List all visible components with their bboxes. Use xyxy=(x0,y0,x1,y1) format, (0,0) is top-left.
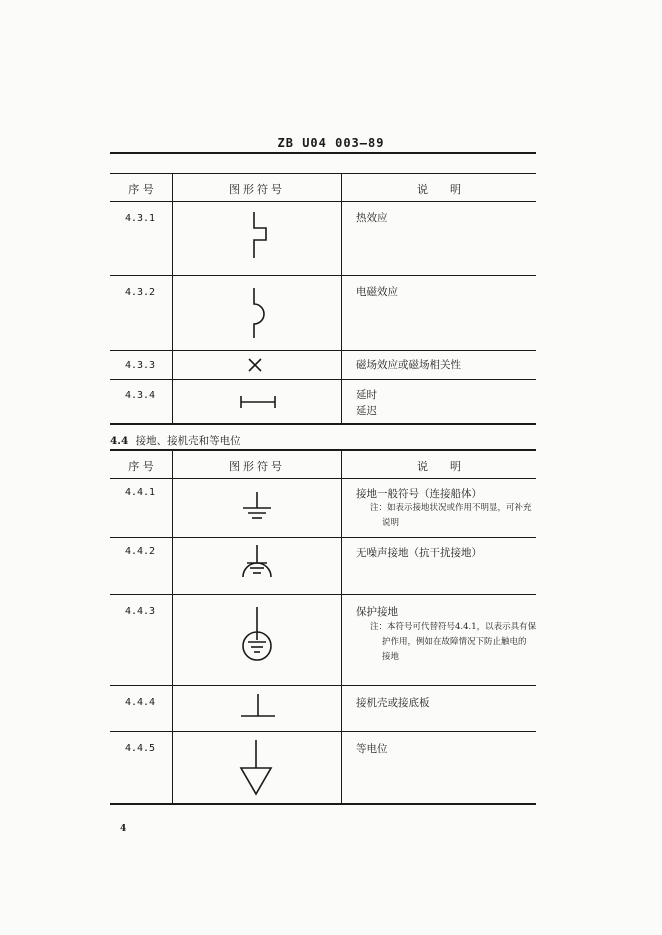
row-code: 4.3.2 xyxy=(124,287,156,298)
row-note: 注：本符号可代替符号4.4.1，以表示具有保 xyxy=(370,622,537,632)
table1-bottom-rule xyxy=(110,423,536,425)
table2-col-divider xyxy=(341,449,342,803)
col-header-seq: 序 号 xyxy=(128,183,154,196)
col-header-desc: 说 明 xyxy=(417,460,461,473)
table2-col-divider xyxy=(172,449,173,803)
protective-ground-icon xyxy=(236,605,278,663)
table2-rule xyxy=(110,537,536,538)
section-heading xyxy=(110,433,241,448)
row-desc: 保护接地 xyxy=(356,606,398,618)
row-code: 4.4.3 xyxy=(124,606,156,617)
row-code: 4.3.1 xyxy=(124,213,156,224)
table1-top-rule xyxy=(110,152,536,154)
row-desc: 接机壳或接底板 xyxy=(356,697,430,709)
row-note: 说明 xyxy=(382,518,400,528)
table1-rule xyxy=(110,201,536,202)
noiseless-ground-icon xyxy=(238,543,276,581)
row-desc: 磁场效应或磁场相关性 xyxy=(356,359,461,371)
chassis-ground-icon xyxy=(238,692,278,720)
table1-col-divider xyxy=(172,173,173,423)
row-desc: 无噪声接地（抗干扰接地） xyxy=(356,547,482,559)
col-header-symbol: 图形符号 xyxy=(229,183,285,196)
ground-icon xyxy=(240,490,274,522)
table2-rule xyxy=(110,685,536,686)
table2-top-rule xyxy=(110,449,536,451)
row-desc-line2: 延迟 xyxy=(356,405,377,417)
table1-rule xyxy=(110,379,536,380)
row-note: 注：如表示接地状况或作用不明显，可补充 xyxy=(370,503,532,513)
col-header-symbol: 图形符号 xyxy=(229,460,285,473)
table2-rule xyxy=(110,594,536,595)
standard-code: ZB U04 003—89 xyxy=(277,136,385,150)
row-code: 4.3.4 xyxy=(124,390,156,401)
electromagnetic-effect-icon xyxy=(240,286,280,340)
delay-icon xyxy=(238,395,278,409)
table1-col-divider xyxy=(341,173,342,423)
table1-rule xyxy=(110,275,536,276)
row-code: 4.3.3 xyxy=(124,360,156,371)
row-code: 4.4.1 xyxy=(124,487,156,498)
table1-rule xyxy=(110,173,536,174)
table1-rule xyxy=(110,350,536,351)
page-number: 4 xyxy=(120,824,127,834)
col-header-desc: 说 明 xyxy=(417,183,461,196)
row-code: 4.4.4 xyxy=(124,697,156,708)
col-header-seq: 序 号 xyxy=(128,460,154,473)
row-code: 4.4.5 xyxy=(124,743,156,754)
equipotential-icon xyxy=(238,738,274,798)
row-desc: 等电位 xyxy=(356,743,388,755)
row-desc: 延时 xyxy=(356,389,377,401)
row-note: 接地 xyxy=(382,652,400,662)
section-number: 4.4 xyxy=(110,435,129,447)
table2-rule xyxy=(110,731,536,732)
thermal-effect-icon xyxy=(240,210,280,260)
row-desc: 接地一般符号（连接船体） xyxy=(356,488,482,500)
row-desc: 热效应 xyxy=(356,212,388,224)
table2-bottom-rule xyxy=(110,803,536,805)
row-note: 护作用，例如在故障情况下防止触电的 xyxy=(382,637,527,647)
section-title: 接地、接机壳和等电位 xyxy=(135,435,241,447)
magnetostrictive-effect-icon xyxy=(247,357,263,373)
row-code: 4.4.2 xyxy=(124,546,156,557)
row-desc: 电磁效应 xyxy=(356,286,398,298)
table2-rule xyxy=(110,478,536,479)
